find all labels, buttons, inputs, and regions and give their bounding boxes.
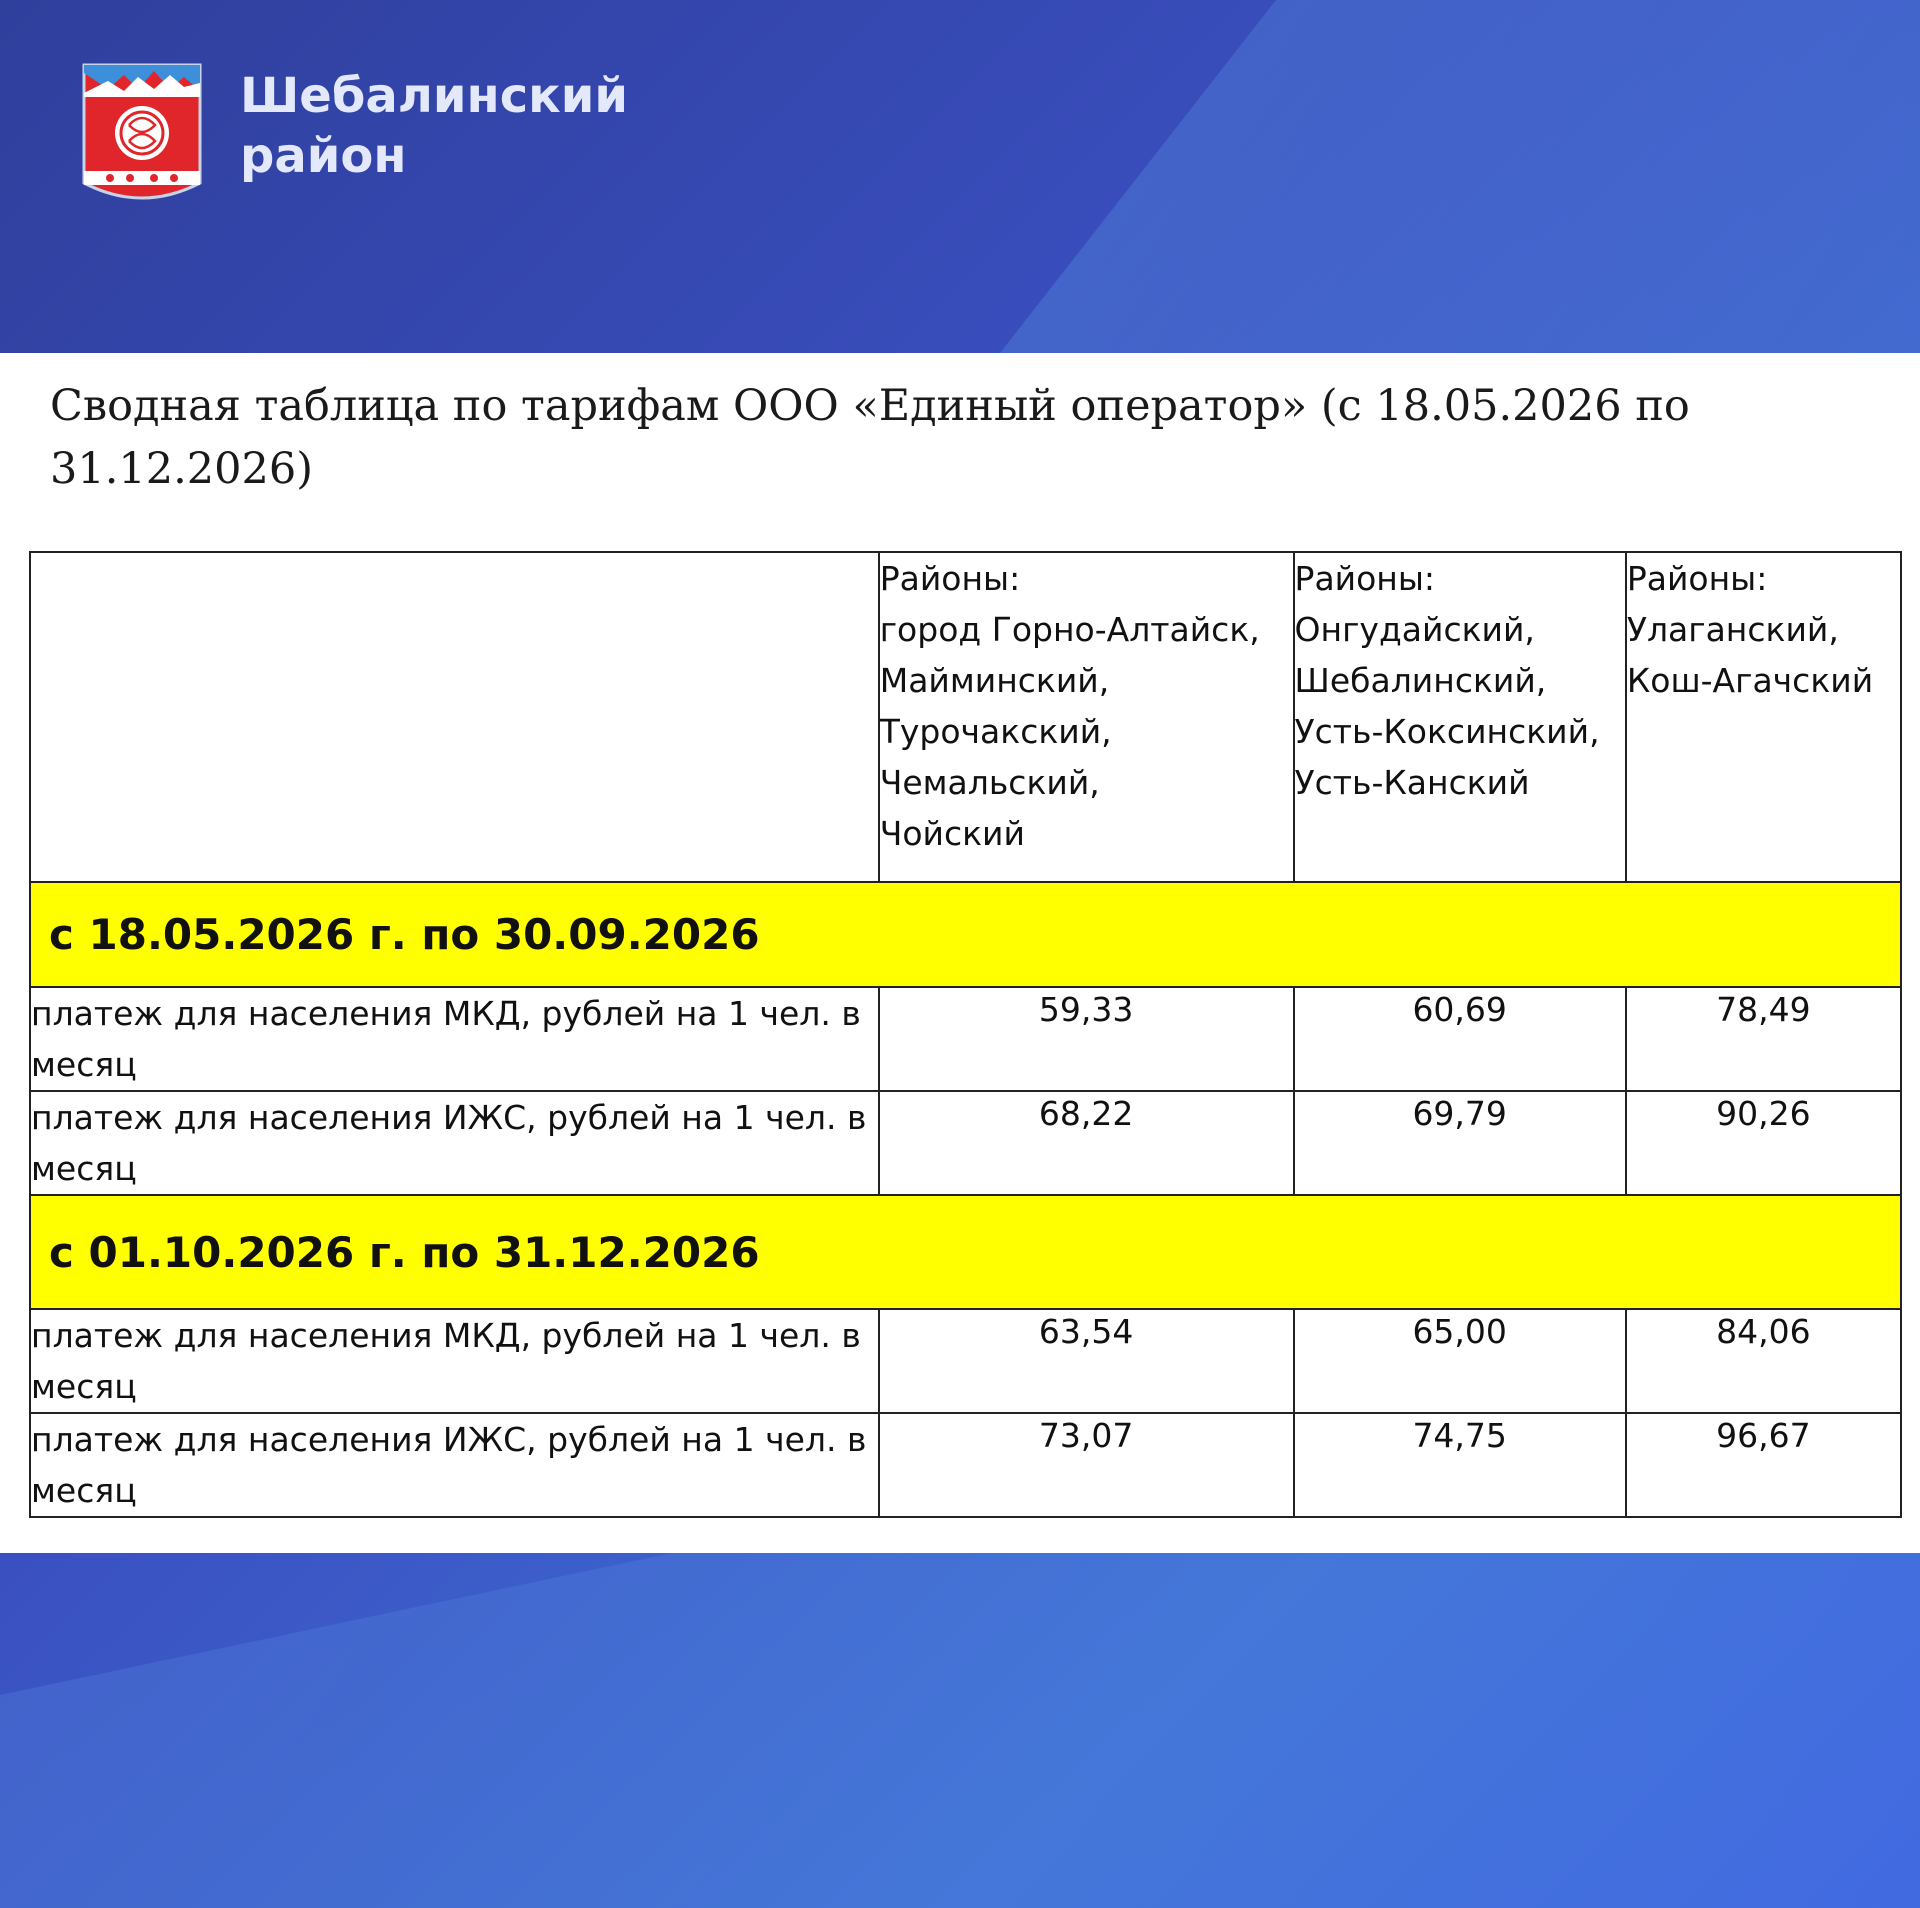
page-header	[0, 0, 1920, 353]
district-name-line2: район	[240, 128, 407, 184]
zone3-line: Улаганский,	[1626, 610, 1839, 649]
tariff-value: 90,26	[1626, 1091, 1901, 1195]
zone2-line: Районы:	[1294, 559, 1436, 598]
row-label: платеж для населения ИЖС, рублей на 1 чел. в месяц	[30, 1091, 879, 1195]
footer-light-shape	[0, 1553, 1920, 1908]
table-row	[30, 987, 1901, 1091]
table-row	[30, 1091, 1901, 1195]
table-row	[30, 1309, 1901, 1413]
tariff-value: 96,67	[1626, 1413, 1901, 1517]
document-panel	[0, 353, 1920, 1553]
table-header-row	[30, 552, 1901, 882]
tariff-value: 59,33	[879, 987, 1294, 1091]
tariff-table	[29, 551, 1902, 1518]
zone2-line: Онгудайский,	[1294, 610, 1535, 649]
row-label: платеж для населения ИЖС, рублей на 1 чел. в месяц	[30, 1413, 879, 1517]
column-header-zone1	[879, 552, 1294, 882]
zone1-line: город Горно-Алтайск,	[879, 610, 1260, 649]
zone1-line: Чемальский,	[879, 763, 1100, 802]
tariff-value: 73,07	[879, 1413, 1294, 1517]
row-label: платеж для населения МКД, рублей на 1 чел. в месяц	[30, 1309, 879, 1413]
district-coat-of-arms-icon	[80, 63, 204, 205]
tariff-value: 74,75	[1294, 1413, 1626, 1517]
zone1-line: Майминский,	[879, 661, 1110, 700]
column-header-zone3	[1626, 552, 1901, 882]
zone3-line: Кош-Агачский	[1626, 661, 1874, 700]
period-label: с 18.05.2026 г. по 30.09.2026	[30, 882, 1901, 987]
header-corner-cell	[30, 552, 879, 882]
zone2-line: Усть-Канский	[1294, 763, 1530, 802]
zone3-line: Районы:	[1626, 559, 1768, 598]
zone1-line: Турочакский,	[879, 712, 1112, 751]
tariff-value: 65,00	[1294, 1309, 1626, 1413]
zone2-line: Усть-Коксинский,	[1294, 712, 1600, 751]
tariff-value: 63,54	[879, 1309, 1294, 1413]
district-name-line1: Шебалинский	[240, 68, 629, 124]
row-label: платеж для населения МКД, рублей на 1 чел. в месяц	[30, 987, 879, 1091]
tariff-value: 78,49	[1626, 987, 1901, 1091]
district-name	[240, 66, 628, 186]
tariff-value: 68,22	[879, 1091, 1294, 1195]
zone1-line: Районы:	[879, 559, 1021, 598]
period-row	[30, 1195, 1901, 1309]
tariff-value: 60,69	[1294, 987, 1626, 1091]
period-label: с 01.10.2026 г. по 31.12.2026	[30, 1195, 1901, 1309]
column-header-zone2	[1294, 552, 1626, 882]
table-row	[30, 1413, 1901, 1517]
tariff-value: 69,79	[1294, 1091, 1626, 1195]
period-row	[30, 882, 1901, 987]
tariff-value: 84,06	[1626, 1309, 1901, 1413]
zone1-line: Чойский	[879, 814, 1025, 853]
zone2-line: Шебалинский,	[1294, 661, 1547, 700]
document-title: Сводная таблица по тарифам ООО «Единый оператор» (с 18.05.2026 по 31.12.2026)	[50, 381, 1690, 494]
